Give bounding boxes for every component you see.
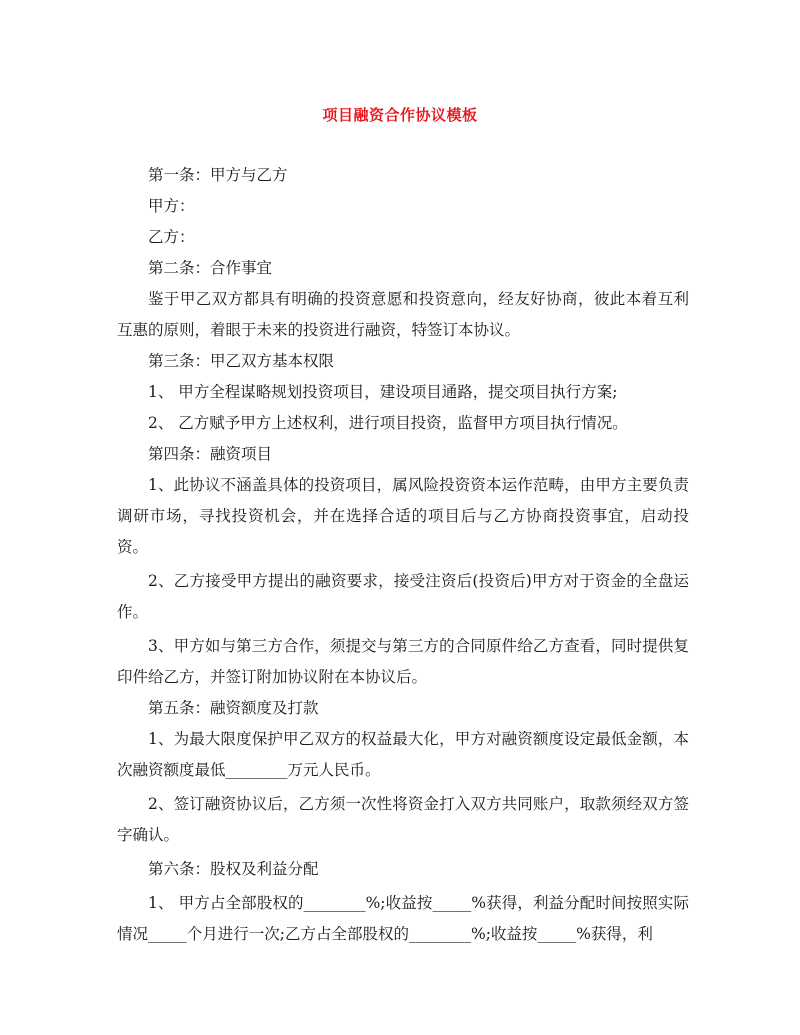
article-4-item-1: 1、此协议不涵盖具体的投资项目，属风险投资资本运作范畴，由甲方主要负责调研市场，寻找投资机会，并在选择合适的项目后与乙方协商投资事宜，启动投资。 <box>117 476 689 556</box>
article-3-item-1: 1、 甲方全程谋略规划投资项目，建设项目通路，提交项目执行方案; <box>148 383 618 401</box>
article-4-heading: 第四条：融资项目 <box>148 445 273 463</box>
article-1-heading: 第一条：甲方与乙方 <box>148 166 288 184</box>
article-3-heading: 第三条：甲乙双方基本权限 <box>148 352 335 370</box>
document-body <box>117 160 689 950</box>
document-title: 项目融资合作协议模板 <box>322 106 478 124</box>
article-3-item-2: 2、 乙方赋予甲方上述权利，进行项目投资，监督甲方项目执行情况。 <box>148 414 628 432</box>
article-5-heading: 第五条：融资额度及打款 <box>148 699 319 717</box>
article-6-item-1: 1、 甲方占全部股权的________%;收益按_____%获得，利益分配时间按照实际情况_____个月进行一次;乙方占全部股权的________%;收益按_____%获得，利 <box>117 894 689 943</box>
article-5-item-1: 1、为最大限度保护甲乙双方的权益最大化，甲方对融资额度设定最低金额，本次融资额度最低________万元人民币。 <box>117 730 689 779</box>
article-2-body: 鉴于甲乙双方都具有明确的投资意愿和投资意向，经友好协商，彼此本着互利互惠的原则，着眼于未来的投资进行融资，特签订本协议。 <box>117 290 689 339</box>
article-4-item-3: 3、甲方如与第三方合作，须提交与第三方的合同原件给乙方查看，同时提供复印件给乙方，并签订附加协议附在本协议后。 <box>117 637 689 686</box>
article-4-item-2: 2、乙方接受甲方提出的融资要求，接受注资后(投资后)甲方对于资金的全盘运作。 <box>117 572 689 621</box>
article-5-item-2: 2、签订融资协议后，乙方须一次性将资金打入双方共同账户，取款须经双方签字确认。 <box>117 795 689 844</box>
party-b-line: 乙方： <box>148 228 195 246</box>
article-6-heading: 第六条：股权及利益分配 <box>148 860 319 878</box>
party-a-line: 甲方： <box>148 197 195 215</box>
article-2-heading: 第二条：合作事宜 <box>148 259 273 277</box>
